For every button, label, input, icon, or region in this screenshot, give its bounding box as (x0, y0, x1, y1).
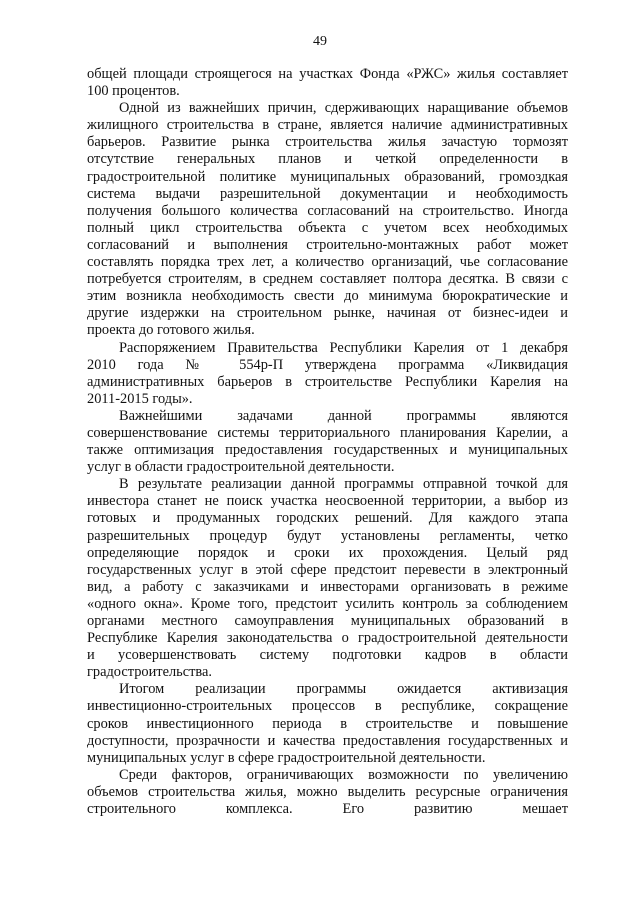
paragraph-3 (87, 340, 568, 408)
text-line: Распоряжением Правительства Республики Карелия от 1 декабря (119, 339, 568, 356)
paragraph-4 (87, 408, 568, 476)
page-number: 49 (313, 34, 327, 49)
text-line: Одной из важнейших причин, сдерживающих наращивание объемов (119, 100, 568, 117)
text-line: инвестиционно-строительных процессов в республике, сокращение (87, 698, 568, 715)
text-line: объемов строительства жилья, можно выделить ресурсные ограничения (87, 783, 568, 800)
text-line: система выдачи разрешительной документации и необходимость (87, 185, 568, 202)
text-line: государственных услуг в этой сфере предстоит перевести в электронный (87, 561, 568, 578)
text-line: Важнейшими задачами данной программы являются (119, 407, 568, 424)
text-line: составлять порядка трех лет, а количество организаций, чье согласование (87, 254, 568, 271)
text-line: вид, а работу с заказчиками и инвесторами организовать в режиме (87, 578, 568, 595)
text-line: Итогом реализации программы ожидается активизация (119, 681, 568, 698)
text-line: и усовершенствовать систему подготовки кадров в области (87, 647, 568, 664)
text-line: также оптимизация предоставления государственных и муниципальных (87, 442, 568, 459)
text-line: совершенствование системы территориального планирования Карелии, а (87, 424, 568, 441)
text-line: инвестора станет не поиск участка неосвоенной территории, а выбор из (87, 493, 568, 510)
text-line: 100 процентов. (87, 83, 180, 100)
text-line: Республике Карелия законодательства о градостроительной деятельности (87, 630, 568, 647)
text-line: разрешительных процедур будут установлены регламенты, четко (87, 527, 568, 544)
text-line: градостроительной политике муниципальных образований, громоздкая (87, 168, 568, 185)
text-line: отсутствие генеральных планов и четкой определенности в (87, 151, 568, 168)
text-line: 2010 года № 554р-П утверждена программа «Ликвидация (87, 356, 568, 373)
text-line: «одного окна». Кроме того, предстоит усилить контроль за соблюдением (87, 595, 568, 612)
text-line: проекта до готового жилья. (87, 322, 255, 339)
text-line: административных барьеров в строительстве Республики Карелия на (87, 373, 568, 390)
text-line: сроков инвестиционного периода в строительстве и повышение (87, 715, 568, 732)
text-line: полный цикл строительства объекта с учетом всех необходимых (87, 219, 568, 236)
text-line: муниципальных услуг в сфере градостроительной деятельности. (87, 749, 486, 766)
document-body (87, 66, 568, 818)
text-line: барьеров. Развитие рынка строительства жилья зачастую тормозят (87, 134, 568, 151)
paragraph-5 (87, 476, 568, 681)
text-line: потребуется строителям, в среднем составляет полтора десятка. В связи с (87, 271, 568, 288)
text-line: В результате реализации данной программы отправной точкой для (119, 476, 568, 493)
text-line: общей площади строящегося на участках Фонда «РЖС» жилья составляет (87, 66, 568, 82)
text-line: органами местного самоуправления муниципальных образований в (87, 613, 568, 629)
text-line: 2011-2015 годы». (87, 390, 193, 407)
text-line: другие издержки на строительном рынке, начиная от бизнес-идеи и (87, 305, 568, 322)
text-line: доступности, прозрачности и качества предоставления государственных и (87, 732, 568, 749)
text-line: этим возникла необходимость свести до минимума бюрократические и (87, 288, 568, 305)
text-line: готовых и продуманных городских решений. Для каждого этапа (87, 510, 568, 527)
text-line: определяющие порядок и сроки их прохождения. Целый ряд (87, 544, 568, 561)
text-line: Среди факторов, ограничивающих возможности по увеличению (119, 766, 568, 783)
text-line: жилищного строительства в стране, является наличие административных (87, 117, 568, 134)
text-line: строительного комплекса. Его развитию мешает (87, 801, 568, 818)
paragraph-2 (87, 100, 568, 339)
text-line: градостроительства. (87, 664, 212, 681)
text-line: согласований и выполнения строительно-монтажных работ может (87, 236, 568, 253)
paragraph-6 (87, 681, 568, 766)
paragraph-7 (87, 767, 568, 818)
text-line: получения большого количества согласований на строительство. Иногда (87, 202, 568, 219)
text-line: услуг в области градостроительной деятельности. (87, 459, 395, 476)
paragraph-1 (87, 66, 568, 100)
